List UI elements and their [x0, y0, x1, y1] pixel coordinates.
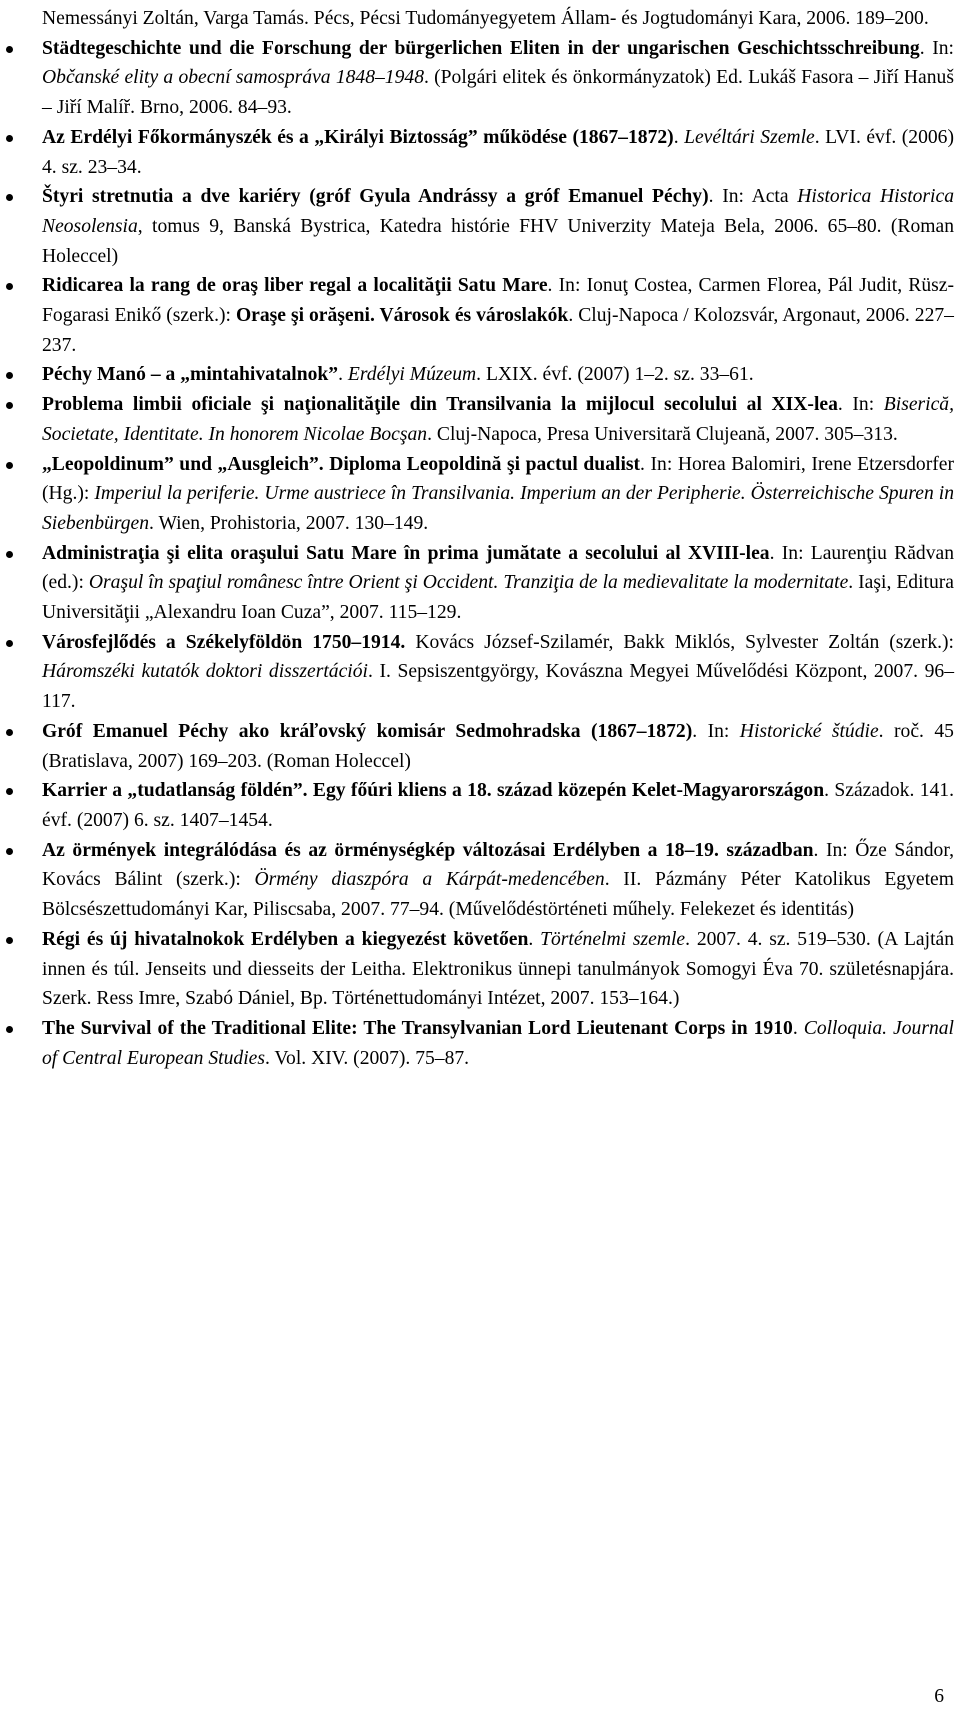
- entry-text: . In: Horea Balomiri, Irene Etzersdorfer (Hg.):: [42, 453, 954, 505]
- bibliography-entry: [42, 123, 954, 182]
- entry-title: Városfejlődés a Székelyföldön 1750–1914.: [42, 631, 406, 653]
- entry-text: . roč. 45 (Bratislava, 2007) 169–203. (Roman Holeccel): [42, 720, 954, 772]
- entry-text: .: [338, 364, 348, 386]
- entry-text: . In: Őze Sándor, Kovács Bálint (szerk.):: [42, 839, 954, 891]
- entry-source-italic: Oraşul în spaţiul românesc între Orient şi Occident. Tranziţia de la medievalitate la modernitate: [88, 572, 849, 594]
- entry-text: . In:: [837, 394, 884, 416]
- entry-text: .: [673, 126, 685, 148]
- entry-title: Karrier a „tudatlanság földén”. Egy főúri kliens a 18. század közepén Kelet-Magyarországon: [42, 780, 825, 802]
- bibliography-entry: [42, 925, 954, 1014]
- bibliography-entry: [42, 776, 954, 835]
- entry-text: .: [528, 928, 541, 950]
- bibliography-entry: [42, 836, 954, 925]
- bibliography-list: [42, 4, 954, 1073]
- entry-source-italic: Erdélyi Múzeum: [347, 364, 477, 386]
- entry-title: „Leopoldinum” und „Ausgleich”. Diploma Leopoldină şi pactul dualist: [42, 453, 641, 475]
- bibliography-entry: [42, 539, 954, 628]
- entry-text: . In: Ionuţ Costea, Carmen Florea, Pál Judit, Rüsz-Fogarasi Enikő (szerk.):: [42, 275, 955, 327]
- entry-text: . LXIX. évf. (2007) 1–2. sz. 33–61.: [476, 364, 754, 386]
- bibliography-entry: [42, 360, 954, 390]
- entry-title: Städtegeschichte und die Forschung der bürgerlichen Eliten in der ungarischen Geschichtsschreibung: [42, 37, 920, 59]
- entry-text: . In: Laurenţiu Rădvan (ed.):: [42, 542, 954, 594]
- bibliography-entry: [42, 717, 954, 776]
- entry-source-italic: Örmény diaszpóra a Kárpát-medencében: [254, 869, 605, 891]
- entry-source-italic: Biserică, Societate, Identitate. In honorem Nicolae Bocşan: [42, 394, 954, 445]
- bibliography-entry: [42, 34, 954, 123]
- entry-title: Administraţia şi elita oraşului Satu Mare în prima jumătate a secolului al XVIII-lea: [42, 542, 770, 564]
- bibliography-entry: [42, 1014, 954, 1073]
- entry-text: . Wien, Prohistoria, 2007. 130–149.: [149, 512, 429, 534]
- entry-text: . In:: [692, 720, 740, 742]
- entry-source-italic: Történelmi szemle: [540, 928, 686, 950]
- entry-text: . Századok. 141. évf. (2007) 6. sz. 1407–1454.: [42, 780, 954, 831]
- entry-title: Gróf Emanuel Péchy ako kráľovský komisár Sedmohradska (1867–1872): [42, 720, 693, 742]
- bibliography-entry-continuation: [42, 4, 954, 34]
- entry-title: Péchy Manó – a „mintahivatalnok”: [42, 364, 339, 386]
- bibliography-entry: [42, 182, 954, 271]
- bibliography-entry: [42, 390, 954, 449]
- entry-title: Problema limbii oficiale şi naţionalităţile din Transilvania la mijlocul secolului al XIX-lea: [42, 394, 838, 416]
- entry-source-italic: Historické štúdie: [739, 720, 879, 742]
- entry-text: .: [792, 1017, 804, 1039]
- entry-text: . Iaşi, Editura Universităţii „Alexandru Ioan Cuza”, 2007. 115–129.: [42, 572, 954, 624]
- entry-text: . II. Pázmány Péter Katolikus Egyetem Bölcsészettudományi Kar, Piliscsaba, 2007. 77–94. (Művelődéstörténeti műhely. Felekezet és identitás): [42, 869, 954, 921]
- entry-text: . Cluj-Napoca, Presa Universitară Clujeană, 2007. 305–313.: [427, 423, 898, 445]
- entry-source-italic: Občanské elity a obecní samospráva 1848–1948: [42, 67, 424, 89]
- bibliography-entry: [42, 628, 954, 717]
- entry-text: . In: Acta: [708, 186, 798, 208]
- entry-title: The Survival of the Traditional Elite: The Transylvanian Lord Lieutenant Corps in 1910: [42, 1017, 793, 1039]
- entry-source-italic: Historica Historica Neosolensia: [42, 186, 954, 237]
- entry-text: , tomus 9, Banská Bystrica, Katedra histórie FHV Univerzity Mateja Bela, 2006. 65–80. (Roman Holeccel): [42, 215, 954, 267]
- entry-source-italic: Colloquia. Journal of Central European Studies: [42, 1017, 955, 1069]
- entry-source-italic: Imperiul la periferie. Urme austriece în Transilvania. Imperium an der Peripherie. Österreichische Spuren in Siebenbürgen: [42, 483, 954, 534]
- bibliography-entry: [42, 271, 954, 360]
- entry-text: . I. Sepsiszentgyörgy, Kovászna Megyei Művelődési Központ, 2007. 96–117.: [42, 661, 954, 713]
- entry-text: . Vol. XIV. (2007). 75–87.: [264, 1047, 470, 1069]
- entry-source-italic: Háromszéki kutatók doktori disszertációi: [42, 661, 368, 683]
- entry-title: Oraşe şi orăşeni. Városok és városlakók: [235, 305, 569, 327]
- entry-text: . Cluj-Napoca / Kolozsvár, Argonaut, 2006. 227–237.: [42, 305, 954, 356]
- entry-title: Štyri stretnutia a dve kariéry (gróf Gyula Andrássy a gróf Emanuel Péchy): [42, 186, 709, 208]
- entry-source-italic: Levéltári Szemle: [684, 126, 815, 148]
- entry-text: Kovács József-Szilamér, Bakk Miklós, Sylvester Zoltán (szerk.):: [405, 631, 954, 653]
- entry-text: . LVI. évf. (2006) 4. sz. 23–34.: [42, 126, 954, 178]
- entry-title: Régi és új hivatalnokok Erdélyben a kiegyezést követően: [42, 928, 529, 950]
- entry-text: . 2007. 4. sz. 519–530. (A Lajtán innen és túl. Jenseits und diesseits der Leitha. Elektronikus ünnepi tanulmányok Somogyi Éva 70. születésnapjára. Szerk. Ress Imre, Szabó Dániel, Bp. Történettudományi Intézet, 2007. 153–164.): [42, 928, 955, 1010]
- entry-text: . In:: [919, 37, 954, 59]
- entry-title: Az örmények integrálódása és az örménységkép változásai Erdélyben a 18–19. században: [42, 839, 814, 861]
- entry-title: Ridicarea la rang de oraş liber regal a localităţii Satu Mare: [42, 275, 548, 297]
- entry-title: Az Erdélyi Főkormányszék és a „Királyi Biztosság” működése (1867–1872): [42, 126, 674, 148]
- entry-text: Nemessányi Zoltán, Varga Tamás. Pécs, Pécsi Tudományegyetem Állam- és Jogtudományi Kara, 2006. 189–200.: [42, 8, 929, 29]
- entry-text: . (Polgári elitek és önkormányzatok) Ed. Lukáš Fasora – Jiří Hanuš – Jiří Malíř. Brno, 2006. 84–93.: [42, 67, 954, 119]
- page-number: 6: [934, 1686, 944, 1707]
- bibliography-entry: [42, 450, 954, 539]
